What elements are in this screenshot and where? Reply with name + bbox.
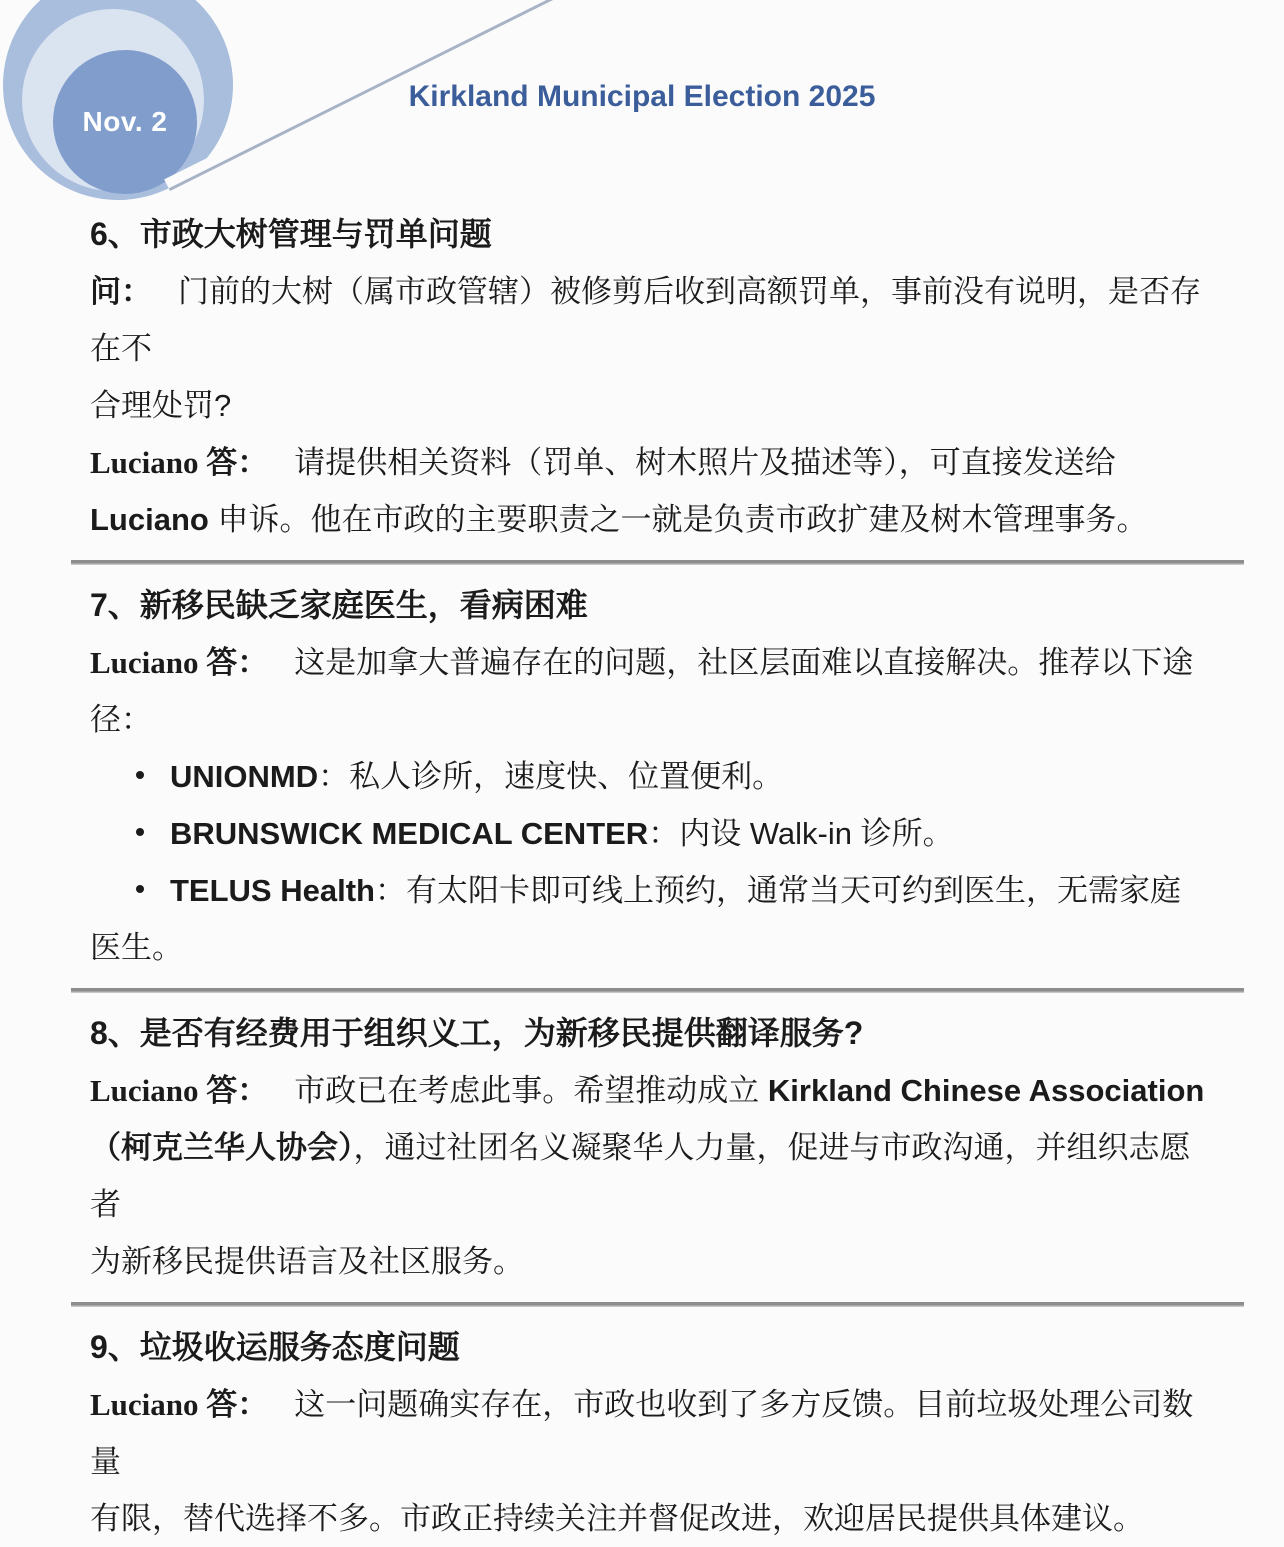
section-divider <box>71 560 1244 565</box>
bullet-icon <box>136 771 144 779</box>
section-q6 <box>90 206 1205 548</box>
section-heading: 6、市政大树管理与罚单问题 <box>90 216 492 252</box>
text-line: Luciano 答： 这一问题确实存在，市政也收到了多方反馈。目前垃圾处理公司数量 <box>90 1387 1194 1479</box>
answer-prefix: Luciano 答： <box>90 1073 269 1108</box>
question-prefix: 问： <box>90 274 152 309</box>
text-line: Luciano 答： 市政已在考虑此事。希望推动成立 Kirkland Chinese Association <box>90 1073 1205 1108</box>
text-line: （柯克兰华人协会），通过社团名义凝聚华人力量，促进与市政沟通，并组织志愿者 <box>90 1130 1191 1222</box>
section-heading: 7、新移民缺乏家庭医生，看病困难 <box>90 587 588 623</box>
answer-prefix: Luciano 答： <box>90 645 269 680</box>
text-line: Luciano 答： 请提供相关资料（罚单、树木照片及描述等），可直接发送给 <box>90 445 1116 480</box>
text-line: 为新移民提供语言及社区服务。 <box>90 1244 524 1279</box>
text-line: 合理处罚? <box>90 388 232 423</box>
section-divider <box>71 1302 1244 1307</box>
section-heading: 8、是否有经费用于组织义工，为新移民提供翻译服务? <box>90 1015 864 1051</box>
answer-prefix: Luciano 答： <box>90 445 269 480</box>
bullet-item: BRUNSWICK MEDICAL CENTER：内设 Walk-in 诊所。 <box>90 805 1205 862</box>
bullet-icon <box>136 885 144 893</box>
section-divider <box>71 988 1244 993</box>
bullet-item: UNIONMD：私人诊所，速度快、位置便利。 <box>90 748 1205 805</box>
text-line: Luciano 答： 这是加拿大普遍存在的问题，社区层面难以直接解决。推荐以下途径： <box>90 645 1194 737</box>
section-q9 <box>90 1319 1205 1547</box>
document-content <box>90 206 1205 1547</box>
page-title: Kirkland Municipal Election 2025 <box>408 80 876 113</box>
text-line: 有限，替代选择不多。市政正持续关注并督促改进，欢迎居民提供具体建议。 <box>90 1501 1144 1536</box>
answer-prefix: Luciano 答： <box>90 1387 269 1422</box>
section-q7 <box>90 577 1205 976</box>
section-q8 <box>90 1005 1205 1290</box>
bullet-icon <box>136 828 144 836</box>
badge-date-label: Nov. 2 <box>82 106 168 137</box>
text-line: Luciano 申诉。他在市政的主要职责之一就是负责市政扩建及树木管理事务。 <box>90 502 1148 537</box>
bullet-item: TELUS Health：有太阳卡即可线上预约，通常当天可约到医生，无需家庭医生。 <box>90 873 1181 965</box>
text-line: 问： 门前的大树（属市政管辖）被修剪后收到高额罚单，事前没有说明，是否存在不 <box>90 274 1201 366</box>
section-heading: 9、垃圾收运服务态度问题 <box>90 1329 460 1365</box>
